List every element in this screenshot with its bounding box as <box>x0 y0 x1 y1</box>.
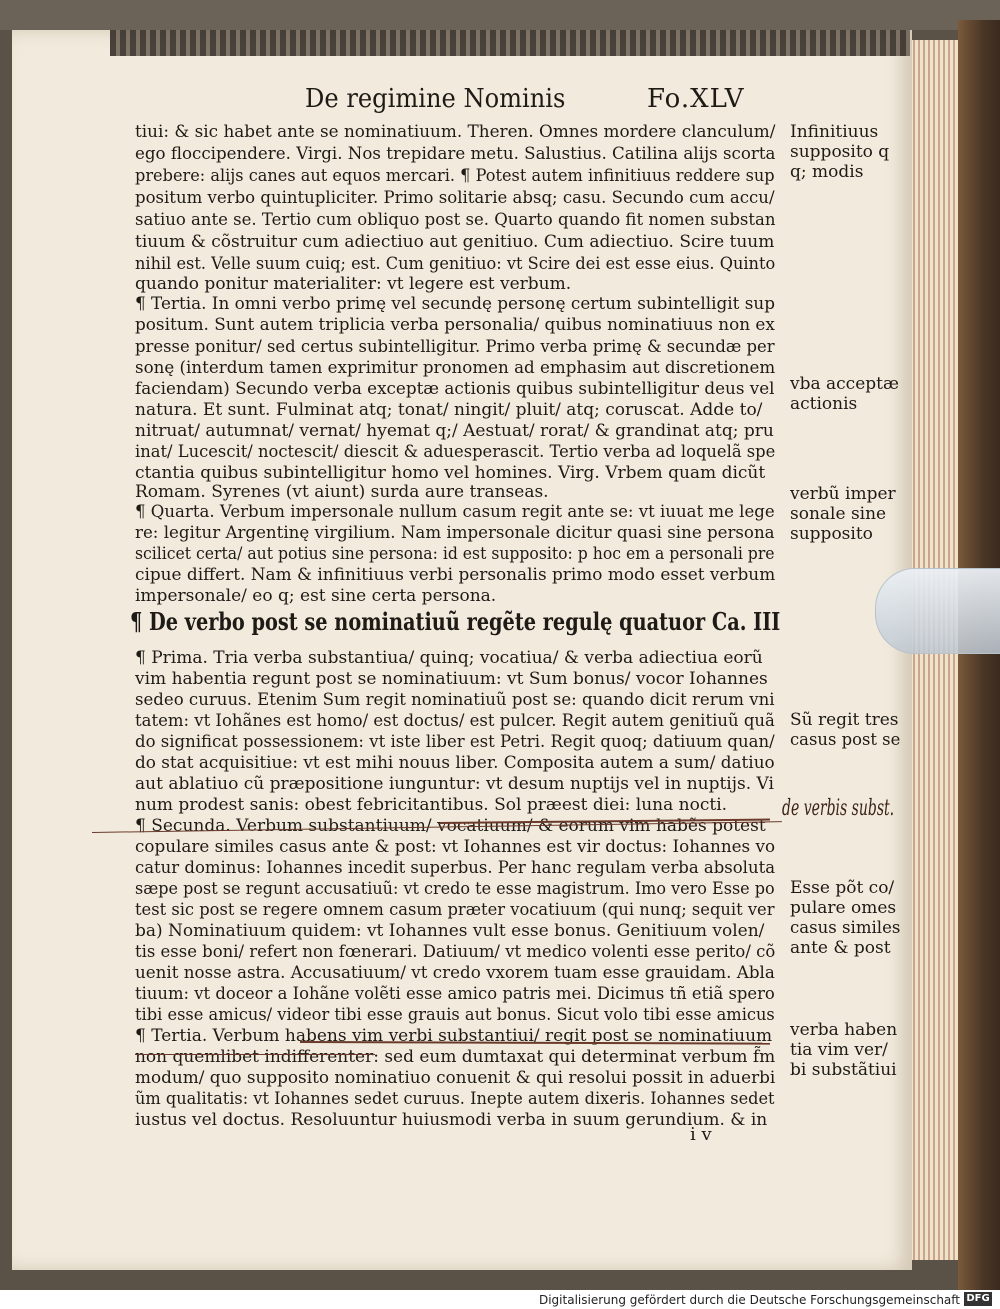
body-line: do significat possessionem: vt iste liber est Petri. Regit quoq; datiuum quan/ <box>135 732 775 752</box>
margin-note-line: casus post se <box>790 730 901 750</box>
margin-note-line: q; modis <box>790 162 864 182</box>
chapter-heading: ¶ De verbo post se nominatiuũ regẽte regulę quatuor Ca. III <box>130 607 781 636</box>
body-line: sedeo curuus. Etenim Sum regit nominatiuũ post se: quando dicit rerum vni <box>135 690 775 710</box>
margin-note-line: bi substãtiui <box>790 1060 897 1080</box>
margin-note-line: supposito <box>790 524 873 544</box>
body-line: catur dominus: Iohannes incedit superbus. Per hanc regulam verba absoluta <box>135 858 776 878</box>
body-line: sonę (interdum tamen exprimitur pronomen ad emphasim aut discretionem <box>135 358 776 378</box>
body-line: iustus vel doctus. Resoluuntur huiusmodi verba in suum gerundium. & in <box>135 1110 768 1130</box>
body-line: ¶ Quarta. Verbum impersonale nullum casum regit ante se: vt iuuat me lege <box>135 502 775 522</box>
body-line: positum verbo quintupliciter. Primo solitarie absq; casu. Secundo cum accu/ <box>135 188 775 208</box>
body-line: vim habentia regunt post se nominatiuum: vt Sum bonus/ vocor Iohannes <box>135 669 768 689</box>
body-line: aut ablatiuo cũ præpositione iunguntur: vt desum nuptijs vel in nuptijs. Vi <box>135 774 774 794</box>
body-line: ba) Nominatiuum quidem: vt Iohannes vult esse bonus. Genitiuum volen/ <box>135 921 765 941</box>
body-line: impersonale/ eo q; est sine certa persona. <box>135 586 497 606</box>
margin-note-line: pulare omes <box>790 898 897 918</box>
body-line: prebere: alijs canes aut equos mercari. ¶ Potest autem infinitiuus reddere sup <box>135 166 775 186</box>
body-line: num prodest sanis: obest febricitantibus. Sol præest diei: luna nocti. <box>135 795 728 815</box>
page-marker-clip <box>875 568 1000 654</box>
body-line: uenit nosse astra. Accusatiuum/ vt credo vxorem tuam esse grauidam. Abla <box>135 963 775 983</box>
margin-note-line: Infinitiuus <box>790 122 879 142</box>
margin-note-line: sonale sine <box>790 504 887 524</box>
body-line: positum. Sunt autem triplicia verba personalia/ quibus nominatiuus non ex <box>135 315 775 335</box>
body-line: faciendam) Secundo verba exceptæ actionis quibus subintelligitur deus vel <box>135 379 775 399</box>
folio-number: Fo.XLV <box>647 84 745 114</box>
running-head: De regimine Nominis <box>305 84 566 114</box>
headband <box>110 30 910 56</box>
body-line: tiuum & cõstruitur cum adiectiuo aut genitiuo. Cum adiectiuo. Scire tuum <box>135 232 775 252</box>
body-line: tis esse boni/ refert non fœnerari. Datiuum/ vt medico volenti esse perito/ cõ <box>135 942 776 962</box>
body-line: ctantia quibus subintelligitur homo vel homines. Virg. Vrbem quam dicũt <box>135 463 766 483</box>
body-line: ¶ Tertia. In omni verbo primę vel secundę personę certum subintelligit sup <box>135 294 775 314</box>
margin-note-line: verbũ imper <box>790 484 896 504</box>
body-line: natura. Et sunt. Fulminat atq; tonat/ ningit/ pluit/ atq; coruscat. Adde to/ <box>135 400 763 420</box>
body-line: inat/ Lucescit/ noctescit/ diescit & aduesperascit. Tertio verba ad loquelã spe <box>135 442 776 462</box>
margin-note-line: ante & post <box>790 938 891 958</box>
ink-underline <box>135 1054 375 1055</box>
body-line: ¶ Secunda. Verbum substantiuum/ vocatiuum/ & eorum vim habẽs potest <box>135 816 766 836</box>
margin-note-line: vba acceptæ <box>790 374 899 394</box>
body-line: presse ponitur/ sed certus subintelligitur. Primo verba primę & secundæ per <box>135 337 775 357</box>
body-line: tatem: vt Iohãnes est homo/ est doctus/ est pulcer. Regit autem genitiuũ quã <box>135 711 775 731</box>
margin-note-line: Sũ regit tres <box>790 710 899 730</box>
body-line: tiui: & sic habet ante se nominatiuum. Theren. Omnes mordere clanculum/ <box>135 122 776 142</box>
margin-note-line: casus similes <box>790 918 901 938</box>
body-line: sæpe post se regunt accusatiuũ: vt credo te esse magistrum. Imo vero Esse po <box>135 879 775 899</box>
dfg-logo: DFG <box>964 1292 992 1306</box>
margin-note-line: Esse põt co/ <box>790 878 895 898</box>
body-line: tibi esse amicus/ videor tibi esse grauis aut bonus. Sicut volo tibi esse amicus <box>135 1005 775 1025</box>
body-line: Romam. Syrenes (vt aiunt) surda aure transeas. <box>135 482 549 502</box>
body-line: re: legitur Argentinę virgilium. Nam impersonale dicitur quasi sine persona <box>135 523 775 543</box>
body-line: ¶ Prima. Tria verba substantiua/ quinq; vocatiua/ & verba adiectiua eorũ <box>135 648 763 668</box>
book-cover-right <box>958 20 1000 1290</box>
handwritten-annotation: de verbis subst. <box>782 796 895 821</box>
body-line: ¶ Tertia. Verbum habens vim verbi substantiui/ regit post se nominatiuum <box>135 1026 773 1046</box>
body-line: scilicet certa/ aut potius sine persona: id est supposito: p hoc em a personali pre <box>135 544 775 564</box>
body-line: satiuo ante se. Tertio cum obliquo post se. Quarto quando fit nomen substan <box>135 210 776 230</box>
margin-note-line: supposito q <box>790 142 890 162</box>
body-line: cipue differt. Nam & infinitiuus verbi personalis primo modo esset verbum <box>135 565 776 585</box>
margin-note-line: tia vim ver/ <box>790 1040 888 1060</box>
body-line: modum/ quo supposito nominatiuo conuenit & qui resolui possit in aduerbi <box>135 1068 776 1088</box>
body-line: nihil est. Velle suum cuiq; est. Cum genitiuo: vt Scire dei est esse eius. Quinto <box>135 254 776 274</box>
body-line: quando ponitur materialiter: vt legere est verbum. <box>135 274 572 294</box>
body-line: nitruat/ autumnat/ vernat/ hyemat q;/ Aestuat/ rorat/ & grandinat atq; pru <box>135 421 774 441</box>
body-line: copulare similes casus ante & post: vt Iohannes est vir doctus: Iohannes vo <box>135 837 776 857</box>
margin-note-line: actionis <box>790 394 858 414</box>
body-line: non quemlibet indifferenter: sed eum dumtaxat qui determinat verbum f̃m <box>135 1047 776 1067</box>
book-cover-top <box>0 0 1000 30</box>
body-line: tiuum: vt doceor a Iohãne volẽti esse amico patris mei. Dicimus tñ etiã spero <box>135 984 775 1004</box>
body-line: ego floccipendere. Virgi. Nos trepidare metu. Salustius. Catilina alijs scorta <box>135 144 776 164</box>
body-line: test sic post se regere omnem casum præter vocatiuum (qui nunq; sequit ver <box>135 900 775 920</box>
signature-mark: i v <box>690 1124 712 1145</box>
footer-credit: Digitalisierung gefördert durch die Deutsche Forschungsgemeinschaft <box>538 1293 960 1307</box>
margin-note-line: verba haben <box>790 1020 898 1040</box>
body-line: do stat acquisitiue: vt est mihi nouus liber. Composita autem a sum/ datiuo <box>135 753 775 773</box>
body-line: ũm qualitatis: vt Iohannes sedet curuus. Inepte autem dixeris. Iohannes sedet <box>135 1089 775 1109</box>
